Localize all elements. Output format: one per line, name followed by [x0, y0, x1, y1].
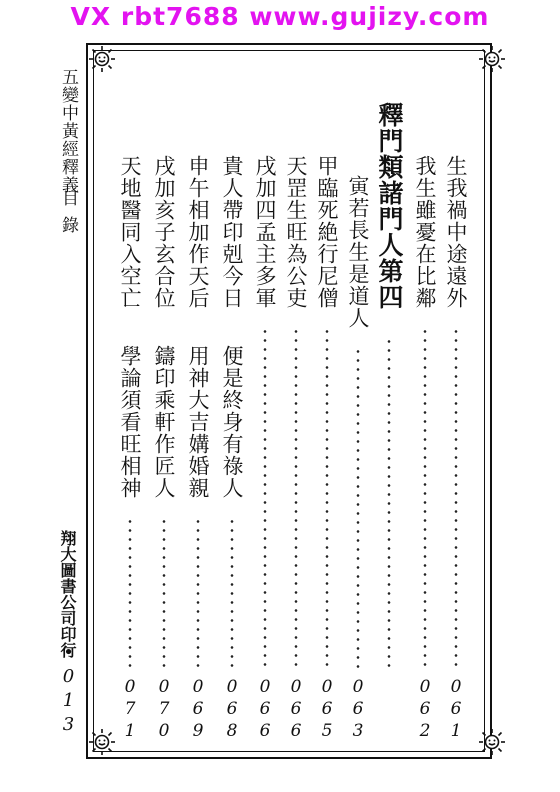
toc-entry[interactable] [444, 155, 468, 743]
sun-ornament-icon [88, 728, 116, 756]
toc-entry-title: 貴人帶印剋今日 [220, 155, 244, 309]
toc-entry[interactable] [346, 155, 370, 743]
leader-dots [324, 327, 330, 672]
toc-entry-title-second: 鑄印乘軒作匠人 [152, 345, 176, 499]
sun-ornament-icon [478, 728, 506, 756]
toc-entry-title: 甲臨死絶行尼僧 [315, 155, 339, 309]
toc-entry-title-second: 學論須看旺相神 [118, 345, 142, 499]
leader-dots [293, 327, 299, 672]
leader-dots [195, 517, 201, 672]
book-title: 五變中黃經釋義 [58, 68, 78, 194]
leader-dots [386, 337, 392, 672]
publisher-imprint: 翔大圖書公司印行 [58, 530, 77, 658]
leader-dots [262, 327, 268, 672]
toc-entry[interactable] [186, 155, 210, 743]
toc-entry-title: 我生雖憂在比鄰 [413, 155, 437, 309]
toc-entry-page: 069 [188, 677, 208, 743]
leader-dots [355, 347, 361, 672]
section-label: 目錄 [58, 189, 78, 243]
toc-entry-page: 061 [446, 677, 466, 743]
toc-entry-title: 寅若長生是道人 [346, 175, 370, 329]
toc-entry-title: 戌加四孟主多軍 [253, 155, 277, 309]
toc-entry-page: 066 [255, 677, 275, 743]
leader-dots [453, 327, 459, 672]
toc-heading-title: 釋門類諸門人第四 [375, 102, 404, 310]
toc-entry-title-second: 用神大吉媾婚親 [186, 345, 210, 499]
leader-dots [229, 517, 235, 672]
toc-entry-page: 070 [154, 677, 174, 743]
toc-entry-page: 071 [120, 677, 140, 743]
toc-entry[interactable] [315, 155, 339, 743]
toc-entry-page: 062 [415, 677, 435, 743]
toc-entry-title: 申午相加作天后 [186, 155, 210, 309]
toc-entry-title: 戌加亥子玄合位 [152, 155, 176, 309]
toc-entry-title: 天罡生旺為公吏 [284, 155, 308, 309]
leader-dots [161, 517, 167, 672]
toc-entry-page: 068 [222, 677, 242, 743]
toc-section-heading[interactable] [375, 102, 404, 735]
toc-entry[interactable] [118, 155, 142, 743]
toc-entry[interactable] [253, 155, 277, 743]
toc-entry-page: 065 [317, 677, 337, 743]
toc-entry[interactable] [152, 155, 176, 743]
sun-ornament-icon [478, 45, 506, 73]
watermark-text: VX rbt7688 www.gujizy.com [70, 2, 490, 31]
toc-entry-title: 生我禍中途遠外 [444, 155, 468, 309]
leader-dots [127, 517, 133, 672]
sun-ornament-icon [88, 45, 116, 73]
toc-entry-page: 063 [348, 677, 368, 743]
toc-entry[interactable] [220, 155, 244, 743]
leader-dots [422, 327, 428, 672]
toc-entry-page: 066 [286, 677, 306, 743]
toc-entry-title: 天地醫同入空亡 [118, 155, 142, 309]
toc-entry[interactable] [284, 155, 308, 743]
toc-entry-title-second: 便是終身有祿人 [220, 345, 244, 499]
toc-entry[interactable] [413, 155, 437, 743]
page-number: •013 [58, 642, 79, 738]
